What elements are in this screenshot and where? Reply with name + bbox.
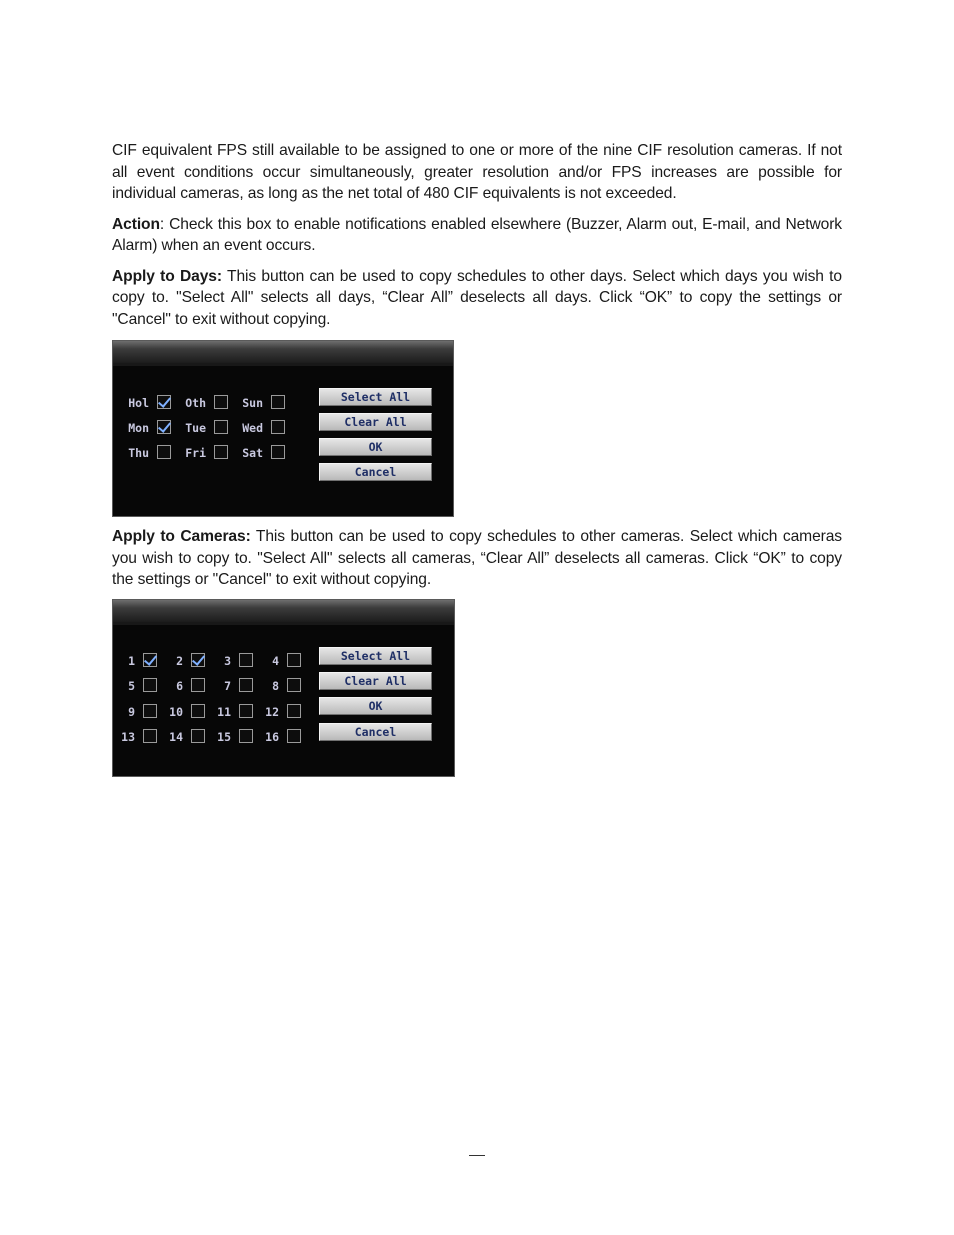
paragraph-action: [112, 214, 842, 257]
clear-all-button[interactable]: Clear All: [319, 672, 432, 690]
checkbox-sat[interactable]: [271, 445, 285, 459]
checkbox-6[interactable]: [191, 678, 205, 692]
action-term: Action: [112, 215, 160, 233]
option-label-5: 5: [128, 679, 135, 693]
clear-all-button[interactable]: Clear All: [319, 413, 432, 431]
select-all-button[interactable]: Select All: [319, 647, 432, 665]
option-label-15: 15: [217, 730, 231, 744]
ok-button[interactable]: OK: [319, 697, 432, 715]
option-label-wed: Wed: [242, 421, 263, 435]
option-label-13: 13: [121, 730, 135, 744]
option-label-8: 8: [272, 679, 279, 693]
paragraph-cif-text: CIF equivalent FPS still available to be assigned to one or more of the nine CIF resolution cameras. If not all event conditions occur simultaneously, greater resolution and/or FPS increases are possible for individual cameras, as long as the net total of 480 CIF equivalents is not exceeded.: [112, 142, 842, 202]
document-body-lower: [112, 526, 842, 600]
option-label-11: 11: [217, 705, 231, 719]
option-label-6: 6: [176, 679, 183, 693]
checkbox-8[interactable]: [287, 678, 301, 692]
checkbox-sun[interactable]: [271, 395, 285, 409]
document-body: [112, 140, 842, 339]
checkbox-16[interactable]: [287, 729, 301, 743]
option-label-sun: Sun: [242, 396, 263, 410]
checkbox-tue[interactable]: [214, 420, 228, 434]
option-label-4: 4: [272, 654, 279, 668]
cancel-button[interactable]: Cancel: [319, 723, 432, 741]
apply-to-days-dialog: [112, 340, 454, 517]
option-label-9: 9: [128, 705, 135, 719]
apply-cameras-term: Apply to Cameras:: [112, 528, 251, 545]
checkbox-13[interactable]: [143, 729, 157, 743]
option-label-2: 2: [176, 654, 183, 668]
action-text: : Check this box to enable notifications enabled elsewhere (Buzzer, Alarm out, E-mail, and Network Alarm) when an event occurs.: [112, 215, 842, 254]
checkbox-4[interactable]: [287, 653, 301, 667]
checkbox-14[interactable]: [191, 729, 205, 743]
option-label-16: 16: [265, 730, 279, 744]
checkbox-15[interactable]: [239, 729, 253, 743]
paragraph-cif: [112, 140, 842, 205]
option-label-hol: Hol: [128, 396, 149, 410]
checkbox-wed[interactable]: [271, 420, 285, 434]
checkbox-thu[interactable]: [157, 445, 171, 459]
dialog-title-bar: [113, 341, 453, 364]
checkbox-11[interactable]: [239, 704, 253, 718]
option-label-12: 12: [265, 705, 279, 719]
ok-button[interactable]: OK: [319, 438, 432, 456]
select-all-button[interactable]: Select All: [319, 388, 432, 406]
option-label-mon: Mon: [128, 421, 149, 435]
option-label-7: 7: [224, 679, 231, 693]
dialog-title-bar-shadow: [113, 622, 454, 625]
option-label-10: 10: [169, 705, 183, 719]
apply-days-text: This button can be used to copy schedules to other days. Select which days you wish to copy to. "Select All" selects all days, “Clear All” deselects all days. Click “OK” to copy the settings or "Cancel" to exit without copying.: [112, 267, 842, 328]
option-label-sat: Sat: [242, 446, 263, 460]
checkbox-12[interactable]: [287, 704, 301, 718]
option-label-3: 3: [224, 654, 231, 668]
checkbox-9[interactable]: [143, 704, 157, 718]
option-label-14: 14: [169, 730, 183, 744]
option-label-fri: Fri: [185, 446, 206, 460]
checkbox-mon[interactable]: [157, 420, 171, 434]
checkbox-fri[interactable]: [214, 445, 228, 459]
checkbox-10[interactable]: [191, 704, 205, 718]
checkbox-1[interactable]: [143, 653, 157, 667]
option-label-tue: Tue: [185, 421, 206, 435]
checkbox-hol[interactable]: [157, 395, 171, 409]
option-label-thu: Thu: [128, 446, 149, 460]
checkbox-2[interactable]: [191, 653, 205, 667]
apply-to-cameras-dialog: [112, 599, 455, 777]
option-label-1: 1: [128, 654, 135, 668]
dialog-title-bar: [113, 600, 454, 623]
apply-days-term: Apply to Days:: [112, 267, 222, 285]
checkbox-5[interactable]: [143, 678, 157, 692]
apply-cameras-text: This button can be used to copy schedules to other cameras. Select which cameras you wish to copy to. "Select All" selects all cameras, “Clear All” deselects all cameras. Click “OK” to copy the settings or "Cancel" to exit without copying.: [112, 528, 842, 588]
checkbox-7[interactable]: [239, 678, 253, 692]
paragraph-apply-cameras: [112, 526, 842, 591]
checkbox-3[interactable]: [239, 653, 253, 667]
cancel-button[interactable]: Cancel: [319, 463, 432, 481]
page-number-mark: [469, 1155, 485, 1156]
paragraph-apply-days: [112, 266, 842, 331]
dialog-title-bar-shadow: [113, 363, 453, 366]
option-label-oth: Oth: [185, 396, 206, 410]
checkbox-oth[interactable]: [214, 395, 228, 409]
